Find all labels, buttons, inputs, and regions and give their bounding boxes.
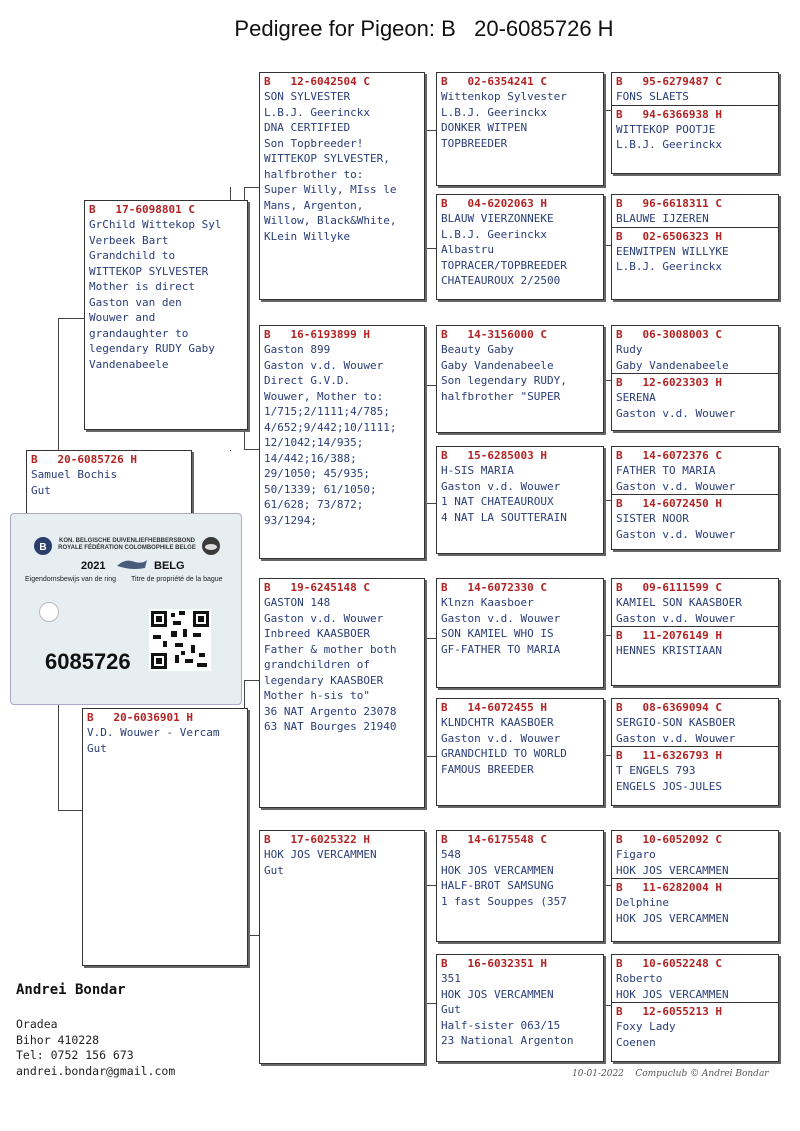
ring-number: B 14-6072330 C bbox=[441, 581, 547, 594]
detail-line: Wittenkop Sylvester bbox=[441, 90, 567, 103]
detail-line: HOK JOS VERCAMMEN bbox=[441, 987, 554, 1001]
ring-number: B 10-6052092 C bbox=[616, 833, 722, 846]
svg-text:B: B bbox=[39, 542, 47, 553]
ring-number: B 14-3156000 C bbox=[441, 328, 547, 341]
connector bbox=[58, 810, 84, 811]
ring-number: B 12-6023303 H bbox=[616, 376, 722, 389]
connector bbox=[424, 638, 436, 639]
sire-card[interactable] bbox=[84, 200, 248, 430]
detail-line: HOK JOS VERCAMMEN bbox=[616, 987, 729, 1001]
detail-line: H-SIS MARIA bbox=[441, 464, 514, 477]
detail-line: Gaston 899 bbox=[264, 343, 331, 356]
detail-line: 50/1339; 61/1050; bbox=[264, 482, 377, 496]
ownership-label-nl: Eigendomsbewijs van de ring bbox=[25, 576, 117, 583]
connector bbox=[424, 248, 436, 249]
connector bbox=[244, 449, 259, 450]
detail-line: Gut bbox=[264, 863, 284, 877]
breeder-contact bbox=[16, 1017, 175, 1079]
detail-line: HOK JOS VERCAMMEN bbox=[264, 848, 377, 861]
ring-year: 2021 bbox=[81, 560, 106, 572]
granddam-paternal-card[interactable] bbox=[259, 325, 425, 559]
ring-number: B 10-6052248 C bbox=[616, 957, 722, 970]
detail-line: KLein Willyke bbox=[264, 229, 351, 243]
ownership-label-fr: Titre de propriété de la bague bbox=[131, 576, 223, 583]
ring-number: B 09-6111599 C bbox=[616, 581, 722, 594]
detail-line: KAMIEL SON KAASBOER bbox=[616, 596, 742, 609]
detail-line: DONKER WITPEN bbox=[441, 121, 528, 134]
connector bbox=[603, 500, 611, 501]
ring-number: B 14-6072376 C bbox=[616, 449, 722, 462]
detail-line: Verbeek Bart bbox=[89, 233, 169, 247]
ancestor-card[interactable] bbox=[436, 830, 604, 942]
ring-number: B 11-6326793 H bbox=[616, 749, 722, 762]
ring-number: B 02-6354241 C bbox=[441, 75, 547, 88]
detail-line: WITTEKOP SYLVESTER bbox=[89, 264, 209, 278]
detail-line: Rudy bbox=[616, 343, 643, 356]
connector bbox=[424, 130, 436, 131]
ring-number: B 16-6032351 H bbox=[441, 957, 547, 970]
connector bbox=[424, 503, 436, 504]
detail-line: TOPBREEDER bbox=[441, 136, 508, 150]
breeder-phone: Tel: 0752 156 673 bbox=[16, 1048, 134, 1062]
detail-line: legendary RUDY Gaby bbox=[89, 342, 215, 355]
pigeon-logo-icon bbox=[115, 556, 149, 572]
detail-line: Wouwer and bbox=[89, 311, 156, 324]
breeder-region: Bihor 410228 bbox=[16, 1032, 100, 1047]
detail-line: 12/1042;14/935; bbox=[264, 436, 364, 449]
detail-line: Gaston v.d. Wouwer bbox=[264, 358, 384, 372]
detail-line: CHATEAUROUX 2/2500 bbox=[441, 274, 561, 287]
ring-number: B 11-6282004 H bbox=[616, 881, 722, 894]
detail-line: 4/652;9/442;10/1111; bbox=[264, 420, 397, 434]
detail-line: Half-sister 063/15 bbox=[441, 1018, 561, 1032]
federation-name-nl: KON. BELGISCHE DUIVENLIEFHEBBERSBOND bbox=[58, 538, 195, 544]
detail-line: halfbrother "SUPER bbox=[441, 389, 561, 403]
ancestor-card[interactable] bbox=[436, 954, 604, 1062]
detail-line: HALF-BROT SAMSUNG bbox=[441, 879, 554, 892]
detail-line: GrChild Wittekop Syl bbox=[89, 218, 222, 231]
ring-number: B 11-2076149 H bbox=[616, 629, 722, 642]
detail-line: Gaston v.d. Wouwer bbox=[264, 611, 384, 625]
detail-line: Gaby Vandenabeele bbox=[616, 358, 729, 372]
detail-line: Willow, Black&White, bbox=[264, 214, 397, 227]
ring-number: B 96-6618311 C bbox=[616, 197, 722, 210]
connector bbox=[424, 756, 436, 757]
detail-line: KLNDCHTR KAASBOER bbox=[441, 716, 554, 729]
detail-line: L.B.J. Geerinckx bbox=[441, 105, 547, 119]
subject-pigeon-card[interactable] bbox=[26, 450, 192, 520]
detail-line: Gaston v.d. Wouwer bbox=[616, 479, 736, 493]
detail-line: Gaston v.d. Wouwer bbox=[441, 611, 561, 625]
detail-line: Gaston v.d. Wouwer bbox=[616, 406, 736, 420]
detail-line: Grandchild to bbox=[89, 249, 176, 262]
ring-ownership-card bbox=[10, 513, 242, 705]
detail-line: 1 fast Souppes (357 bbox=[441, 894, 567, 908]
detail-line: BLAUWE IJZEREN bbox=[616, 212, 709, 225]
ring-number: B 20-6085726 H bbox=[31, 453, 137, 466]
ancestor-card[interactable] bbox=[436, 194, 604, 300]
detail-line: FAMOUS BREEDER bbox=[441, 762, 534, 776]
detail-line: HOK JOS VERCAMMEN bbox=[616, 911, 729, 925]
detail-line: 4 NAT LA SOUTTERAIN bbox=[441, 510, 567, 524]
ring-number: B 14-6072455 H bbox=[441, 701, 547, 714]
detail-line: L.B.J. Geerinckx bbox=[616, 260, 722, 273]
detail-line: Figaro bbox=[616, 848, 656, 861]
detail-line: halfbrother to: bbox=[264, 167, 364, 181]
detail-line: 61/628; 73/872; bbox=[264, 498, 364, 511]
detail-line: FATHER TO MARIA bbox=[616, 464, 716, 477]
ring-number: B 14-6072450 H bbox=[616, 497, 722, 510]
ring-number: B 16-6193899 H bbox=[264, 328, 370, 341]
connector bbox=[424, 385, 436, 386]
detail-line: FONS SLAETS bbox=[616, 90, 689, 103]
connector bbox=[603, 755, 611, 756]
detail-line: 14/442;16/388; bbox=[264, 451, 357, 465]
detail-line: V.D. Wouwer - Vercam bbox=[87, 726, 220, 739]
ring-number: B 02-6506323 H bbox=[616, 229, 722, 243]
detail-line: HOK JOS VERCAMMEN bbox=[616, 863, 729, 877]
detail-line: WITTEKOP POOTJE bbox=[616, 122, 716, 136]
detail-line: BLAUW VIERZONNEKE bbox=[441, 212, 554, 225]
detail-line: ENGELS JOS-JULES bbox=[616, 779, 722, 793]
connector bbox=[603, 245, 611, 246]
print-credit: 10-01-2022 Compuclub © Andrei Bondar bbox=[572, 1069, 769, 1079]
detail-line: GRANDCHILD TO WORLD bbox=[441, 747, 567, 760]
detail-line: grandchildren of bbox=[264, 658, 370, 671]
ring-number: B 17-6025322 H bbox=[264, 833, 370, 846]
detail-line: grandaughter to bbox=[89, 326, 189, 340]
ancestor-pair-card[interactable] bbox=[611, 698, 779, 806]
detail-line: WITTEKOP SYLVESTER, bbox=[264, 152, 390, 165]
detail-line: 23 National Argenton bbox=[441, 1034, 574, 1047]
detail-line: 63 NAT Bourges 21940 bbox=[264, 720, 397, 733]
detail-line: Gut bbox=[87, 741, 107, 755]
ring-number: B 15-6285003 H bbox=[441, 449, 547, 462]
connector bbox=[603, 110, 611, 111]
ancestor-pair-card[interactable] bbox=[611, 325, 779, 431]
detail-line: 1/715;2/1111;4/785; bbox=[264, 405, 390, 418]
detail-line: 351 bbox=[441, 972, 461, 985]
detail-line: Direct G.V.D. bbox=[264, 374, 351, 387]
ancestor-pair-card[interactable] bbox=[611, 446, 779, 550]
detail-line: Inbreed KAASBOER bbox=[264, 627, 370, 640]
connector bbox=[424, 1003, 436, 1004]
detail-line: SERENA bbox=[616, 391, 656, 404]
detail-line: Super Willy, MIss le bbox=[264, 183, 397, 196]
detail-line: L.B.J. Geerinckx bbox=[264, 105, 370, 119]
detail-line: 29/1050; 45/935; bbox=[264, 467, 370, 480]
federation-name-fr: ROYALE FÉDÉRATION COLOMBOPHILE BELGE bbox=[58, 545, 196, 551]
connector bbox=[244, 187, 259, 188]
ring-number: B 19-6245148 C bbox=[264, 581, 370, 594]
detail-line: DNA CERTIFIED bbox=[264, 121, 351, 134]
detail-line: GASTON 148 bbox=[264, 596, 331, 609]
detail-line: Samuel Bochis bbox=[31, 468, 118, 481]
detail-line: Wouwer, Mother to: bbox=[264, 389, 384, 403]
detail-line: Mother is direct bbox=[89, 280, 195, 293]
breeder-name: Andrei Bondar bbox=[16, 982, 126, 998]
ring-number: B 94-6366938 H bbox=[616, 107, 722, 121]
detail-line: HENNES KRISTIAAN bbox=[616, 644, 722, 657]
ancestor-pair-card[interactable] bbox=[611, 72, 779, 174]
detail-line: SISTER NOOR bbox=[616, 512, 689, 525]
connector bbox=[603, 380, 611, 381]
ring-number: B 04-6202063 H bbox=[441, 197, 547, 210]
ancestor-card[interactable] bbox=[436, 72, 604, 186]
detail-line: Beauty Gaby bbox=[441, 343, 514, 356]
detail-line: L.B.J. Geerinckx bbox=[616, 138, 722, 151]
ring-country: BELG bbox=[154, 560, 185, 572]
detail-line: legendary KAASBOER bbox=[264, 673, 384, 687]
ancestor-pair-card[interactable] bbox=[611, 954, 779, 1062]
detail-line: SERGIO-SON KASBOER bbox=[616, 716, 736, 729]
card-punch-hole bbox=[39, 602, 59, 622]
connector bbox=[244, 680, 259, 681]
ancestor-card[interactable] bbox=[436, 698, 604, 806]
ring-number: B 95-6279487 C bbox=[616, 75, 722, 88]
grandsire-paternal-card[interactable] bbox=[259, 72, 425, 300]
detail-line: Mother h-sis to" bbox=[264, 689, 370, 702]
detail-line: Father & mother both bbox=[264, 642, 397, 656]
detail-line: Gut bbox=[31, 483, 51, 497]
ancestor-pair-card[interactable] bbox=[611, 194, 779, 300]
page-title: Pedigree for Pigeon: B 20-6085726 H bbox=[234, 16, 614, 41]
detail-line: EENWITPEN WILLYKE bbox=[616, 244, 729, 258]
detail-line: Gaston v.d. Wouwer bbox=[441, 479, 561, 493]
detail-line: Gaston van den bbox=[89, 295, 182, 309]
breeder-email[interactable]: andrei.bondar@gmail.com bbox=[16, 1063, 176, 1078]
detail-line: L.B.J. Geerinckx bbox=[441, 227, 547, 241]
ring-number: B 06-3008003 C bbox=[616, 328, 722, 341]
detail-line: HOK JOS VERCAMMEN bbox=[441, 863, 554, 877]
detail-line: GF-FATHER TO MARIA bbox=[441, 642, 561, 656]
detail-line: SON KAMIEL WHO IS bbox=[441, 627, 554, 640]
detail-line: Gaston v.d. Wouwer bbox=[441, 731, 561, 745]
detail-line: Son legendary RUDY, bbox=[441, 374, 567, 387]
detail-line: Mans, Argenton, bbox=[264, 198, 364, 212]
ring-number: B 17-6098801 C bbox=[89, 203, 195, 216]
detail-line: Gaby Vandenabeele bbox=[441, 358, 554, 372]
dam-card[interactable] bbox=[82, 708, 248, 966]
ring-number: B 20-6036901 H bbox=[87, 711, 193, 724]
ancestor-card[interactable] bbox=[436, 578, 604, 688]
detail-line: 1 NAT CHATEAUROUX bbox=[441, 495, 554, 508]
detail-line: Son Topbreeder! bbox=[264, 136, 364, 150]
ancestor-card[interactable] bbox=[436, 446, 604, 554]
detail-line: T ENGELS 793 bbox=[616, 764, 696, 777]
detail-line: 548 bbox=[441, 848, 461, 861]
detail-line: TOPRACER/TOPBREEDER bbox=[441, 258, 567, 272]
connector bbox=[603, 1005, 611, 1006]
connector bbox=[603, 885, 611, 886]
ring-number-large: 6085726 bbox=[45, 649, 131, 674]
detail-line: Gaston v.d. Wouwer bbox=[616, 527, 736, 541]
granddam-maternal-card[interactable] bbox=[259, 830, 425, 1064]
detail-line: Gaston v.d. Wouwer bbox=[616, 611, 736, 625]
connector bbox=[603, 635, 611, 636]
ancestor-pair-card[interactable] bbox=[611, 578, 779, 686]
ring-number: B 12-6042504 C bbox=[264, 75, 370, 88]
connector bbox=[230, 450, 231, 451]
connector bbox=[424, 885, 436, 886]
grandsire-maternal-card[interactable] bbox=[259, 578, 425, 808]
detail-line: Vandenabeele bbox=[89, 357, 169, 371]
ring-number: B 12-6055213 H bbox=[616, 1005, 722, 1018]
detail-line: SON SYLVESTER bbox=[264, 90, 351, 103]
ancestor-pair-card[interactable] bbox=[611, 830, 779, 942]
detail-line: Gut bbox=[441, 1003, 461, 1016]
detail-line: Klnzn Kaasboer bbox=[441, 596, 534, 609]
ring-number: B 08-6369094 C bbox=[616, 701, 722, 714]
qr-code-icon bbox=[149, 609, 211, 671]
ancestor-card[interactable] bbox=[436, 325, 604, 433]
breeder-city: Oradea bbox=[16, 1017, 58, 1031]
detail-line: Delphine bbox=[616, 896, 669, 909]
ring-number: B 14-6175548 C bbox=[441, 833, 547, 846]
detail-line: Coenen bbox=[616, 1035, 656, 1049]
detail-line: 93/1294; bbox=[264, 513, 317, 527]
detail-line: Roberto bbox=[616, 972, 663, 985]
detail-line: Gaston v.d. Wouwer bbox=[616, 731, 736, 745]
detail-line: Foxy Lady bbox=[616, 1020, 676, 1033]
connector bbox=[58, 318, 84, 319]
detail-line: Albastru bbox=[441, 243, 494, 256]
detail-line: 36 NAT Argento 23078 bbox=[264, 704, 397, 718]
